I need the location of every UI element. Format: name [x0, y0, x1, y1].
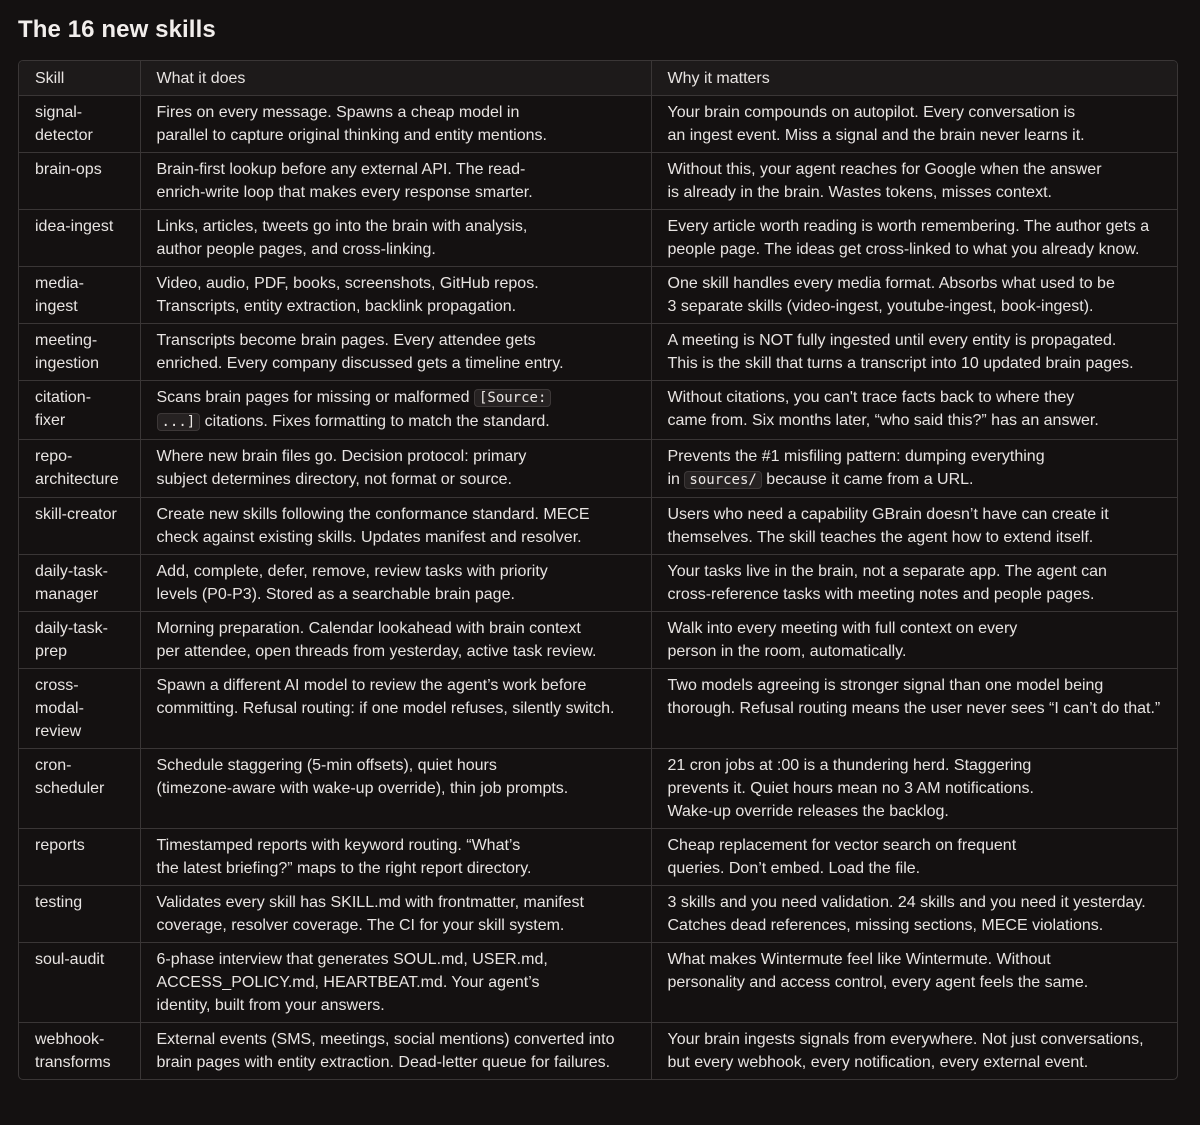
skill-name-line: citation- — [35, 389, 92, 406]
skills-table-container — [18, 60, 1178, 1080]
why-line: is already in the brain. Wastes tokens, misses context. — [667, 184, 1052, 201]
skill-name-line: daily-task- — [35, 563, 108, 580]
why-it-matters-cell — [651, 612, 1178, 669]
why-it-matters-cell — [651, 210, 1178, 267]
why-line: One skill handles every media format. Absorbs what used to be — [667, 275, 1115, 292]
what-it-does-cell — [140, 829, 651, 886]
skill-name-line: reports — [35, 837, 85, 854]
why-line: Without citations, you can't trace facts back to where they — [667, 389, 1075, 406]
why-it-matters-cell — [651, 498, 1178, 555]
skill-name-line: review — [35, 723, 82, 740]
what-line: Links, articles, tweets go into the brain with analysis, — [156, 218, 528, 235]
what-line: Timestamped reports with keyword routing. “What’s — [156, 837, 521, 854]
why-line: 3 skills and you need validation. 24 skills and you need it yesterday. — [667, 894, 1146, 911]
what-it-does-cell — [140, 440, 651, 498]
why-line: 3 separate skills (video-ingest, youtube-ingest, book-ingest). — [667, 298, 1094, 315]
skill-name-line: cross- — [35, 677, 79, 694]
what-line: coverage, resolver coverage. The CI for your skill system. — [156, 917, 565, 934]
table-row — [19, 555, 1178, 612]
why-line: Walk into every meeting with full context on every — [667, 620, 1018, 637]
skill-name-cell — [19, 1023, 140, 1080]
what-line: Spawn a different AI model to review the agent’s work before — [156, 677, 587, 694]
what-line: Schedule staggering (5-min offsets), quiet hours — [156, 757, 497, 774]
skill-name-line: transforms — [35, 1054, 111, 1071]
why-it-matters-cell — [651, 96, 1178, 153]
why-line: Cheap replacement for vector search on frequent — [667, 837, 1017, 854]
why-line: Wake-up override releases the backlog. — [667, 803, 949, 820]
skill-name-line: repo- — [35, 448, 73, 465]
why-text: because it came from a URL. — [761, 471, 974, 488]
why-it-matters-cell — [651, 267, 1178, 324]
why-line: queries. Don’t embed. Load the file. — [667, 860, 921, 877]
table-row — [19, 324, 1178, 381]
why-line: cross-reference tasks with meeting notes and people pages. — [667, 586, 1095, 603]
why-it-matters-cell — [651, 886, 1178, 943]
what-it-does-cell — [140, 612, 651, 669]
what-line: the latest briefing?” maps to the right report directory. — [156, 860, 532, 877]
skill-name-cell — [19, 440, 140, 498]
what-line: Brain-first lookup before any external API. The read- — [156, 161, 526, 178]
table-header — [19, 61, 1178, 96]
why-it-matters-cell — [651, 669, 1178, 749]
table-row — [19, 829, 1178, 886]
what-line: ACCESS_POLICY.md, HEARTBEAT.md. Your agent’s — [156, 974, 540, 991]
what-it-does-cell — [140, 886, 651, 943]
source-citation-code-cont: ...] — [157, 413, 201, 431]
why-line: A meeting is NOT fully ingested until every entity is propagated. — [667, 332, 1117, 349]
skill-name-line: meeting- — [35, 332, 98, 349]
table-row — [19, 381, 1178, 440]
skill-name-cell — [19, 324, 140, 381]
skill-name-cell — [19, 555, 140, 612]
skill-name-cell — [19, 886, 140, 943]
what-line — [157, 386, 635, 410]
what-line: External events (SMS, meetings, social mentions) converted into — [156, 1031, 615, 1048]
skill-name-cell — [19, 381, 140, 440]
table-row — [19, 440, 1178, 498]
why-it-matters-cell — [651, 749, 1178, 829]
what-line: check against existing skills. Updates manifest and resolver. — [156, 529, 582, 546]
why-line: but every webhook, every notification, every external event. — [667, 1054, 1089, 1071]
why-it-matters-cell — [651, 555, 1178, 612]
what-line: enriched. Every company discussed gets a timeline entry. — [156, 355, 564, 372]
skill-name-line: cron- — [35, 757, 72, 774]
skill-name-cell — [19, 749, 140, 829]
why-it-matters-cell — [651, 1023, 1178, 1080]
skill-name-line: brain-ops — [35, 161, 102, 178]
what-it-does-cell — [140, 669, 651, 749]
skill-name-line: ingest — [35, 298, 78, 315]
source-citation-code: [Source: — [474, 389, 551, 407]
what-line: brain pages with entity extraction. Dead-letter queue for failures. — [156, 1054, 611, 1071]
why-line: Every article worth reading is worth remembering. The author gets a — [667, 218, 1150, 235]
what-it-does-cell — [140, 943, 651, 1023]
skill-name-cell — [19, 669, 140, 749]
skill-name-line: ingestion — [35, 355, 100, 372]
what-line: author people pages, and cross-linking. — [156, 241, 436, 258]
what-it-does-cell — [140, 267, 651, 324]
what-line: Transcripts, entity extraction, backlink propagation. — [156, 298, 517, 315]
table-row — [19, 498, 1178, 555]
what-line: Transcripts become brain pages. Every attendee gets — [156, 332, 536, 349]
skill-name-line: daily-task- — [35, 620, 108, 637]
what-line: parallel to capture original thinking and entity mentions. — [156, 127, 547, 144]
skill-name-line: detector — [35, 127, 93, 144]
why-it-matters-cell — [651, 829, 1178, 886]
table-row — [19, 153, 1178, 210]
skill-name-line: signal- — [35, 104, 83, 121]
skill-name-line: skill-creator — [35, 506, 117, 523]
what-it-does-cell — [140, 153, 651, 210]
table-header-row — [19, 61, 1178, 96]
table-row — [19, 612, 1178, 669]
skill-name-line: modal- — [35, 700, 84, 717]
what-text: Scans brain pages for missing or malformed — [156, 389, 474, 406]
why-line: Without this, your agent reaches for Google when the answer — [667, 161, 1102, 178]
table-row — [19, 267, 1178, 324]
what-line: 6-phase interview that generates SOUL.md, USER.md, — [156, 951, 548, 968]
what-it-does-cell — [140, 1023, 651, 1080]
skill-name-line: scheduler — [35, 780, 105, 797]
page-title: The 16 new skills — [18, 16, 216, 43]
table-body — [19, 96, 1178, 1080]
why-it-matters-cell — [651, 440, 1178, 498]
what-it-does-cell — [140, 210, 651, 267]
why-line: an ingest event. Miss a signal and the brain never learns it. — [667, 127, 1085, 144]
what-line: per attendee, open threads from yesterday, active task review. — [156, 643, 597, 660]
table-row — [19, 96, 1178, 153]
why-it-matters-cell — [651, 153, 1178, 210]
why-line: person in the room, automatically. — [667, 643, 907, 660]
why-line: 21 cron jobs at :00 is a thundering herd. Staggering — [667, 757, 1032, 774]
why-line: This is the skill that turns a transcript into 10 updated brain pages. — [667, 355, 1134, 372]
what-line — [157, 410, 635, 434]
why-it-matters-cell — [651, 324, 1178, 381]
what-line: Video, audio, PDF, books, screenshots, GitHub repos. — [156, 275, 539, 292]
skill-name-line: prep — [35, 643, 68, 660]
why-line: people page. The ideas get cross-linked to what you already know. — [667, 241, 1140, 258]
why-line: themselves. The skill teaches the agent how to extend itself. — [667, 529, 1094, 546]
skill-name-line: webhook- — [35, 1031, 105, 1048]
what-line: Validates every skill has SKILL.md with frontmatter, manifest — [156, 894, 584, 911]
what-line: levels (P0-P3). Stored as a searchable brain page. — [156, 586, 515, 603]
why-line: Two models agreeing is stronger signal than one model being — [667, 677, 1104, 694]
what-line: Create new skills following the conformance standard. MECE — [156, 506, 590, 523]
table-row — [19, 210, 1178, 267]
table-row — [19, 749, 1178, 829]
why-line: Prevents the #1 misfiling pattern: dumping everything — [667, 448, 1045, 465]
skill-name-cell — [19, 612, 140, 669]
why-it-matters-cell — [651, 943, 1178, 1023]
what-it-does-cell — [140, 555, 651, 612]
why-text: in — [667, 471, 685, 488]
header-what-it-does: What it does — [140, 61, 651, 96]
what-line: enrich-write loop that makes every response smarter. — [156, 184, 533, 201]
what-it-does-cell — [140, 324, 651, 381]
why-line: came from. Six months later, “who said this?” has an answer. — [667, 412, 1099, 429]
skill-name-cell — [19, 267, 140, 324]
skill-name-cell — [19, 96, 140, 153]
table-row — [19, 669, 1178, 749]
what-line: Where new brain files go. Decision protocol: primary — [156, 448, 527, 465]
skills-table — [19, 61, 1178, 1079]
what-text: citations. Fixes formatting to match the standard. — [200, 413, 550, 430]
skill-name-cell — [19, 210, 140, 267]
what-line: committing. Refusal routing: if one model refuses, silently switch. — [156, 700, 615, 717]
skill-name-cell — [19, 153, 140, 210]
what-line: subject determines directory, not format or source. — [156, 471, 512, 488]
why-line: thorough. Refusal routing means the user never sees “I can’t do that.” — [667, 700, 1161, 717]
skill-name-cell — [19, 829, 140, 886]
what-line: Fires on every message. Spawns a cheap model in — [156, 104, 520, 121]
what-line: Add, complete, defer, remove, review tasks with priority — [156, 563, 548, 580]
why-line: What makes Wintermute feel like Wintermute. Without — [667, 951, 1051, 968]
why-line: prevents it. Quiet hours mean no 3 AM notifications. — [667, 780, 1034, 797]
sources-dir-code: sources/ — [684, 471, 761, 489]
skill-name-cell — [19, 943, 140, 1023]
why-line: Your brain ingests signals from everywhere. Not just conversations, — [667, 1031, 1144, 1048]
skill-name-line: testing — [35, 894, 83, 911]
why-line — [668, 468, 1164, 492]
skill-name-line: idea-ingest — [35, 218, 114, 235]
skill-name-line: soul-audit — [35, 951, 105, 968]
why-line: Users who need a capability GBrain doesn’t have can create it — [667, 506, 1109, 523]
what-line: Morning preparation. Calendar lookahead with brain context — [156, 620, 581, 637]
skill-name-line: architecture — [35, 471, 119, 488]
what-it-does-cell — [140, 381, 651, 440]
what-line: (timezone-aware with wake-up override), thin job prompts. — [156, 780, 569, 797]
skill-name-line: media- — [35, 275, 84, 292]
what-it-does-cell — [140, 498, 651, 555]
why-line: Catches dead references, missing sections, MECE violations. — [667, 917, 1104, 934]
why-line: Your tasks live in the brain, not a separate app. The agent can — [667, 563, 1107, 580]
table-row — [19, 1023, 1178, 1080]
skill-name-line: fixer — [35, 412, 66, 429]
why-line: Your brain compounds on autopilot. Every conversation is — [667, 104, 1076, 121]
header-why-it-matters: Why it matters — [651, 61, 1178, 96]
skill-name-line: manager — [35, 586, 99, 603]
why-it-matters-cell — [651, 381, 1178, 440]
table-row — [19, 943, 1178, 1023]
table-row — [19, 886, 1178, 943]
what-line: identity, built from your answers. — [156, 997, 385, 1014]
why-line: personality and access control, every agent feels the same. — [667, 974, 1089, 991]
what-it-does-cell — [140, 749, 651, 829]
skill-name-cell — [19, 498, 140, 555]
what-it-does-cell — [140, 96, 651, 153]
header-skill: Skill — [19, 61, 140, 96]
